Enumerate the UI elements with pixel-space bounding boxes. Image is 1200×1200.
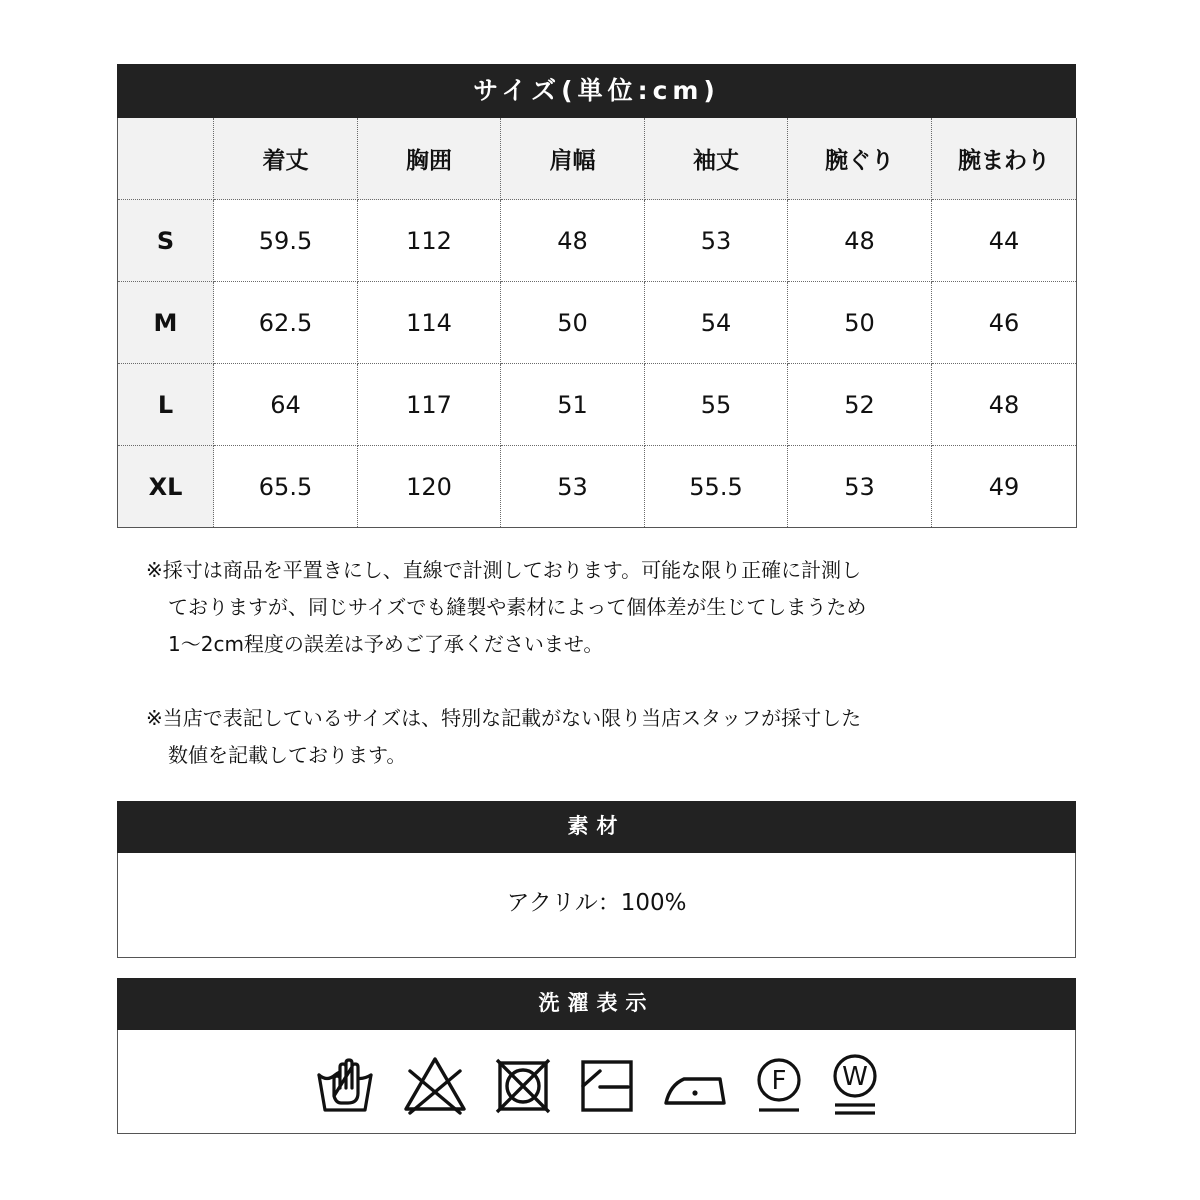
wet-clean-w-label: W xyxy=(841,1062,868,1092)
table-cell: 112 xyxy=(358,200,501,282)
size-table-corner xyxy=(118,118,214,200)
table-cell: 53 xyxy=(645,200,788,282)
table-cell: 48 xyxy=(932,364,1077,446)
table-cell: 120 xyxy=(358,446,501,528)
size-label: M xyxy=(118,282,214,364)
dry-clean-f-label: F xyxy=(771,1066,786,1096)
table-cell: 65.5 xyxy=(214,446,358,528)
table-cell: 62.5 xyxy=(214,282,358,364)
size-label: S xyxy=(118,200,214,282)
care-icons xyxy=(118,1046,1075,1126)
table-row xyxy=(118,364,1077,446)
table-cell: 55.5 xyxy=(645,446,788,528)
no-bleach-icon xyxy=(402,1055,468,1117)
column-header: 腕まわり xyxy=(932,118,1077,200)
table-cell: 49 xyxy=(988,472,1020,501)
table-row xyxy=(118,200,1077,282)
table-row xyxy=(118,282,1077,364)
note xyxy=(146,700,1046,774)
table-cell: 48 xyxy=(788,200,932,282)
column-header: 肩幅 xyxy=(501,118,645,200)
line-dry-icon xyxy=(578,1057,636,1115)
iron-low-icon xyxy=(662,1057,728,1115)
table-cell: 48 xyxy=(501,200,645,282)
column-header: 袖丈 xyxy=(645,118,788,200)
table-cell: 46 xyxy=(932,282,1077,364)
size-label: XL xyxy=(118,446,214,528)
material-section-title: 素材 xyxy=(117,801,1076,853)
table-cell: 50 xyxy=(501,282,645,364)
table-cell: 44 xyxy=(932,200,1077,282)
table-cell: 55 xyxy=(645,364,788,446)
table-cell: 117 xyxy=(358,364,501,446)
table-cell: 54 xyxy=(645,282,788,364)
column-header: 腕ぐり xyxy=(788,118,932,200)
size-table-header-row xyxy=(118,118,1077,200)
note-line: 1〜2cm程度の誤差は予めご了承くださいませ。 xyxy=(168,632,604,656)
table-cell: 52 xyxy=(788,364,932,446)
no-tumble-dry-icon xyxy=(494,1057,552,1115)
care-box xyxy=(117,1030,1076,1134)
note-line: ※採寸は商品を平置きにし、直線で計測しております。可能な限り正確に計測し xyxy=(146,558,862,582)
table-row xyxy=(118,446,1077,528)
material-text: アクリル：100% xyxy=(506,890,687,916)
note-line: 数値を記載しております。 xyxy=(168,743,407,767)
care-section-title: 洗濯表示 xyxy=(117,978,1076,1030)
dry-clean-f-icon xyxy=(754,1055,804,1117)
table-cell: 64 xyxy=(214,364,358,446)
size-table xyxy=(117,118,1077,528)
table-cell: 50 xyxy=(788,282,932,364)
wet-clean-w-icon xyxy=(830,1053,880,1119)
hand-wash-icon xyxy=(314,1055,376,1117)
table-cell: 114 xyxy=(358,282,501,364)
column-header: 胸囲 xyxy=(358,118,501,200)
size-label: L xyxy=(118,364,214,446)
size-section-title: サイズ(単位:cm) xyxy=(117,64,1076,118)
note-line: ておりますが、同じサイズでも縫製や素材によって個体差が生じてしまうため xyxy=(168,595,867,619)
column-header: 着丈 xyxy=(214,118,358,200)
material-box xyxy=(117,853,1076,958)
table-cell: 53 xyxy=(788,446,932,528)
table-cell: 51 xyxy=(501,364,645,446)
table-cell: 59.5 xyxy=(214,200,358,282)
note xyxy=(146,552,1046,663)
note-line: ※当店で表記しているサイズは、特別な記載がない限り当店スタッフが採寸した xyxy=(146,706,862,730)
measurement-notes xyxy=(146,552,1046,774)
table-cell: 53 xyxy=(501,446,645,528)
